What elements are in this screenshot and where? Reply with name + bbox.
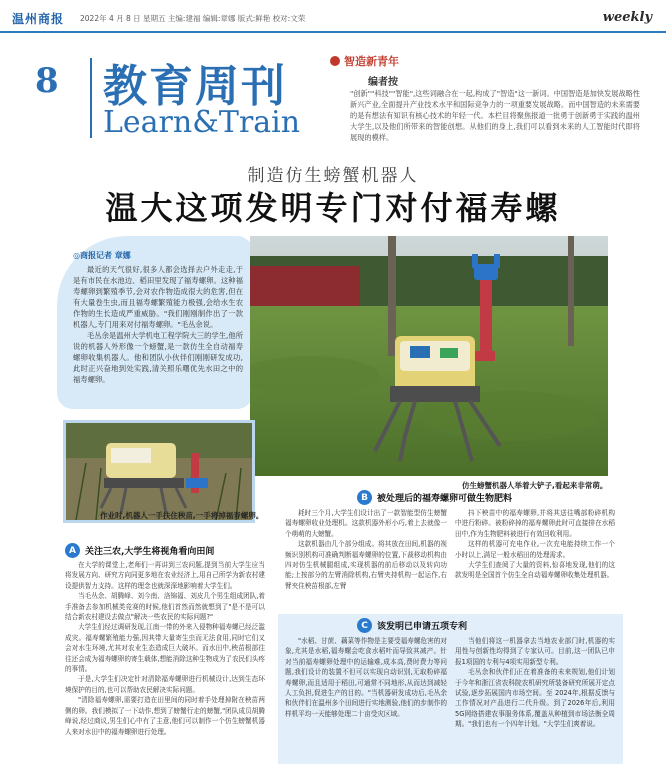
section-a-title: 关注三农,大学生将视角看向田间: [85, 547, 215, 557]
masthead: [0, 0, 666, 33]
section-a-paragraph: 当毛丛余、胡腾峰、刘今南、洛锦福、刘皮几个男生组成团队,着手准备去参加机械类竞赛的时候,他们首然而然就想到了"是不是可以结合新农村建设去做点"解决一些农民的实际问题?": [65, 592, 265, 622]
section-a-heading: [65, 543, 214, 558]
intro-paragraph: 毛丛余是温州大学机电工程学院大三的学生,他所说的机器人外形像一个螃蟹,是一款仿生全自动福寿螺卵收集机器人。他和团队小伙伴们刚刚研发成功,此时正兴奋地到处实践,清关照乐曙优先水田之中的福寿螺卵。: [73, 331, 243, 384]
robot-photo: [250, 236, 608, 476]
section-tag: [330, 53, 399, 69]
section-a-paragraph: 大学生们经过调研发现,江南一带的外来入侵物种福寿螺已经泛滥成灾。福寿螺繁殖能力强,因其带大量寄生虫而无法食用,同时它们又会对水生环境,尤其对农业生态造成巨大破坏。而水田中,秧苗根部往往还会成为福寿螺卵的寄生载体,想能消除这种生物成为了农民们头疼的事情。: [65, 623, 265, 674]
editor-note-label: 编者按: [368, 77, 398, 88]
section-c-paragraph: "水稻、甘蔗、藕菜等作物是主要受福寿螺危害的对象,尤其是水稻,福寿螺会吃食水稻叶而导致其减产。针对当前福寿螺卵处理中的运输难,成本高,费时费力等问题,我们设计的装置不但可以实现自动识别,无取粉碎福寿螺卵,而且适用于稻田,可通常不同地形,从而达到减轻人工负担,促进生产的目的。"当机器研发成功后,毛丛余和伙伴们在温州多个田间进行实地测验,他们的步制作的样机平均一天能够处理二十亩受灾区域。: [285, 637, 447, 718]
field-photo-illustration: [66, 423, 252, 520]
section-c-column-2: [455, 636, 615, 730]
section-b-paragraph: 抖下秧苗中的福寿螺卵,并将其送往嘴部粉碎机构中进行粉碎。被粉碎掉的福寿螺卵此时可直接排在水稻田中,作为生物肥料被进行有效回收利用。: [455, 509, 615, 538]
section-c-column-1: [285, 636, 447, 719]
newspaper-logo: 温州商报: [12, 12, 65, 26]
intro-paragraph: 最近的天气很好,很多人都会选择去户外走走,于是有市民在水池边、稻田里发现了福寿螺卵。这种福寿螺卵到繁殖季节,会对农作物造成很大的危害,但在有大量卷生虫,而且福寿螺繁殖能力极强,会给水生农作物的生长造成严重威胁。"我们刚刚制作出了一款机器人,专门用来对付福寿螺卵。"毛丛余说。: [73, 265, 243, 329]
section-a-paragraph: 在大学的课堂上,老师们一再讲到三农问题,提到当前大学生应当将发展方向、研究方向同更多地在农业经济上,用自己所学为新农村建设提供智力支持。这样的理念也就深深地影响着大学生们。: [65, 561, 265, 590]
small-photo-caption: 作业时,机器人一手扶住秧苗,一手将掉福寿螺卵。: [100, 511, 264, 520]
editor-note: "创新""科技""智能",这些词融合在一起,构成了"智造"这一新词。中国智造是加快发展战略性新兴产业,全面提升产业技术水平和国际竞争力的一项重要发展战略。而中国智造的未来需要的是有想法有知识有核心技术的年轻一代。本栏目将聚焦报道一批勇于创新勇于实践的温州大学生,以及他们所带来的智能创想。从他们的身上,我们可以看到未来的人工智能时代即将展现的模样。: [350, 89, 640, 142]
main-photo-caption: 仿生螃蟹机器人举着大铲子,看起来非常萌。: [462, 481, 608, 490]
section-b-paragraph: 耗时三个月,大学生们设计出了一款智能型仿生螃蟹福寿螺卵收业处理机。这款机器外形小巧,着上去就像一个萌萌的大螃蟹。: [285, 509, 447, 538]
tag-dot-icon: [330, 56, 340, 66]
robot-photo-illustration: [250, 236, 608, 476]
section-b-heading: [357, 490, 512, 505]
section-b-paragraph: 这款机器由几个部分组成。将其放在田间,机器的视频识别机构可准确判断福寿螺卵的位置,下裁移动机构由四对仿生机械腿组成,实现机器的前后移动以及转向功能;上按部分的左臂消除机构,右臂夹持机构一起运作,右臂夹住秧苗根部,左臂: [285, 540, 447, 590]
section-b-paragraph: 这样的机器可充电作业,一次充电能持续工作一个小时以上,满足一般水稻田的处理需求。: [455, 540, 615, 559]
section-b-column-1: [285, 508, 447, 591]
column-title: 教育周刊: [103, 61, 287, 112]
section-c-heading: [357, 618, 467, 633]
section-b-title: 被处理后的福寿螺卵可做生物肥料: [377, 494, 513, 504]
section-c-paragraph: 当他们将这一机器拿去当地农业部门时,机器的实用性与创新性均得到了专家认可。目前,这一团队已申报1项国的专利与4项实用新型专利。: [455, 637, 615, 666]
reporter-byline: ◎商报记者 章娜: [73, 251, 131, 260]
section-c-paragraph: 毛丛余和伙伴们正在着准备的未来规划,他们计划于今年和浙江省农科院农机研究所装备研究所展开定点试验,逐步拓展国内市场空间。至 2024年,根据反馈与工作情况对产品进行二代升级。到了2026年后,利用5G网络搭建农事服务体系,覆盖从种植到市场法衡全周期。"我们也有一个四年计划。"大学生们爽着说。: [455, 668, 615, 729]
section-b-badge: B: [357, 490, 372, 505]
section-b-column-2: [455, 508, 615, 581]
section-b-paragraph: 大学生们查阅了大量的资料,惊喜地发现,他们的这款发明是全国首个仿生全自动福寿螺卵收集处理机器。: [455, 561, 615, 580]
section-c-title: 该发明已申请五项专利: [377, 622, 468, 632]
section-a-badge: A: [65, 543, 80, 558]
article-headline: 温大这项发明专门对付福寿螺: [105, 189, 561, 227]
weekly-label: weekly: [602, 10, 652, 25]
issue-info: 2022年 4 月 8 日 星期五 主编:建福 编辑:章娜 版式:鲜艳 校对:文荣: [80, 14, 306, 23]
page-number: 8: [35, 61, 59, 101]
section-tag-label: 智造新青年: [344, 55, 399, 68]
section-a-paragraph: 于是,大学生们决定针对清除福寿螺卵进行机械设计,达到生态环境保护的目的,也可以帮助农民解决实际问题。: [65, 675, 265, 694]
section-a-body: [65, 560, 265, 737]
page-number-divider: [90, 58, 92, 138]
field-photo: [63, 420, 255, 523]
article-kicker: 制造仿生螃蟹机器人: [247, 166, 419, 186]
section-c-badge: C: [357, 618, 372, 633]
section-a-paragraph: "清除福寿螺卵,需要打造在田里间的同时着手处理掉附在秧苗两侧的卵。我们模拟了一下动作,想到了螃蟹行走的螃蟹,"团队成员胡腾峰说,经过商议,男生们心中有了主意,他们可以制作一个仿生螃蟹机器人来对水田中的福寿螺卵进行处理。: [65, 696, 265, 736]
intro-box: [57, 236, 253, 409]
column-title-english: Learn&Train: [103, 105, 301, 140]
